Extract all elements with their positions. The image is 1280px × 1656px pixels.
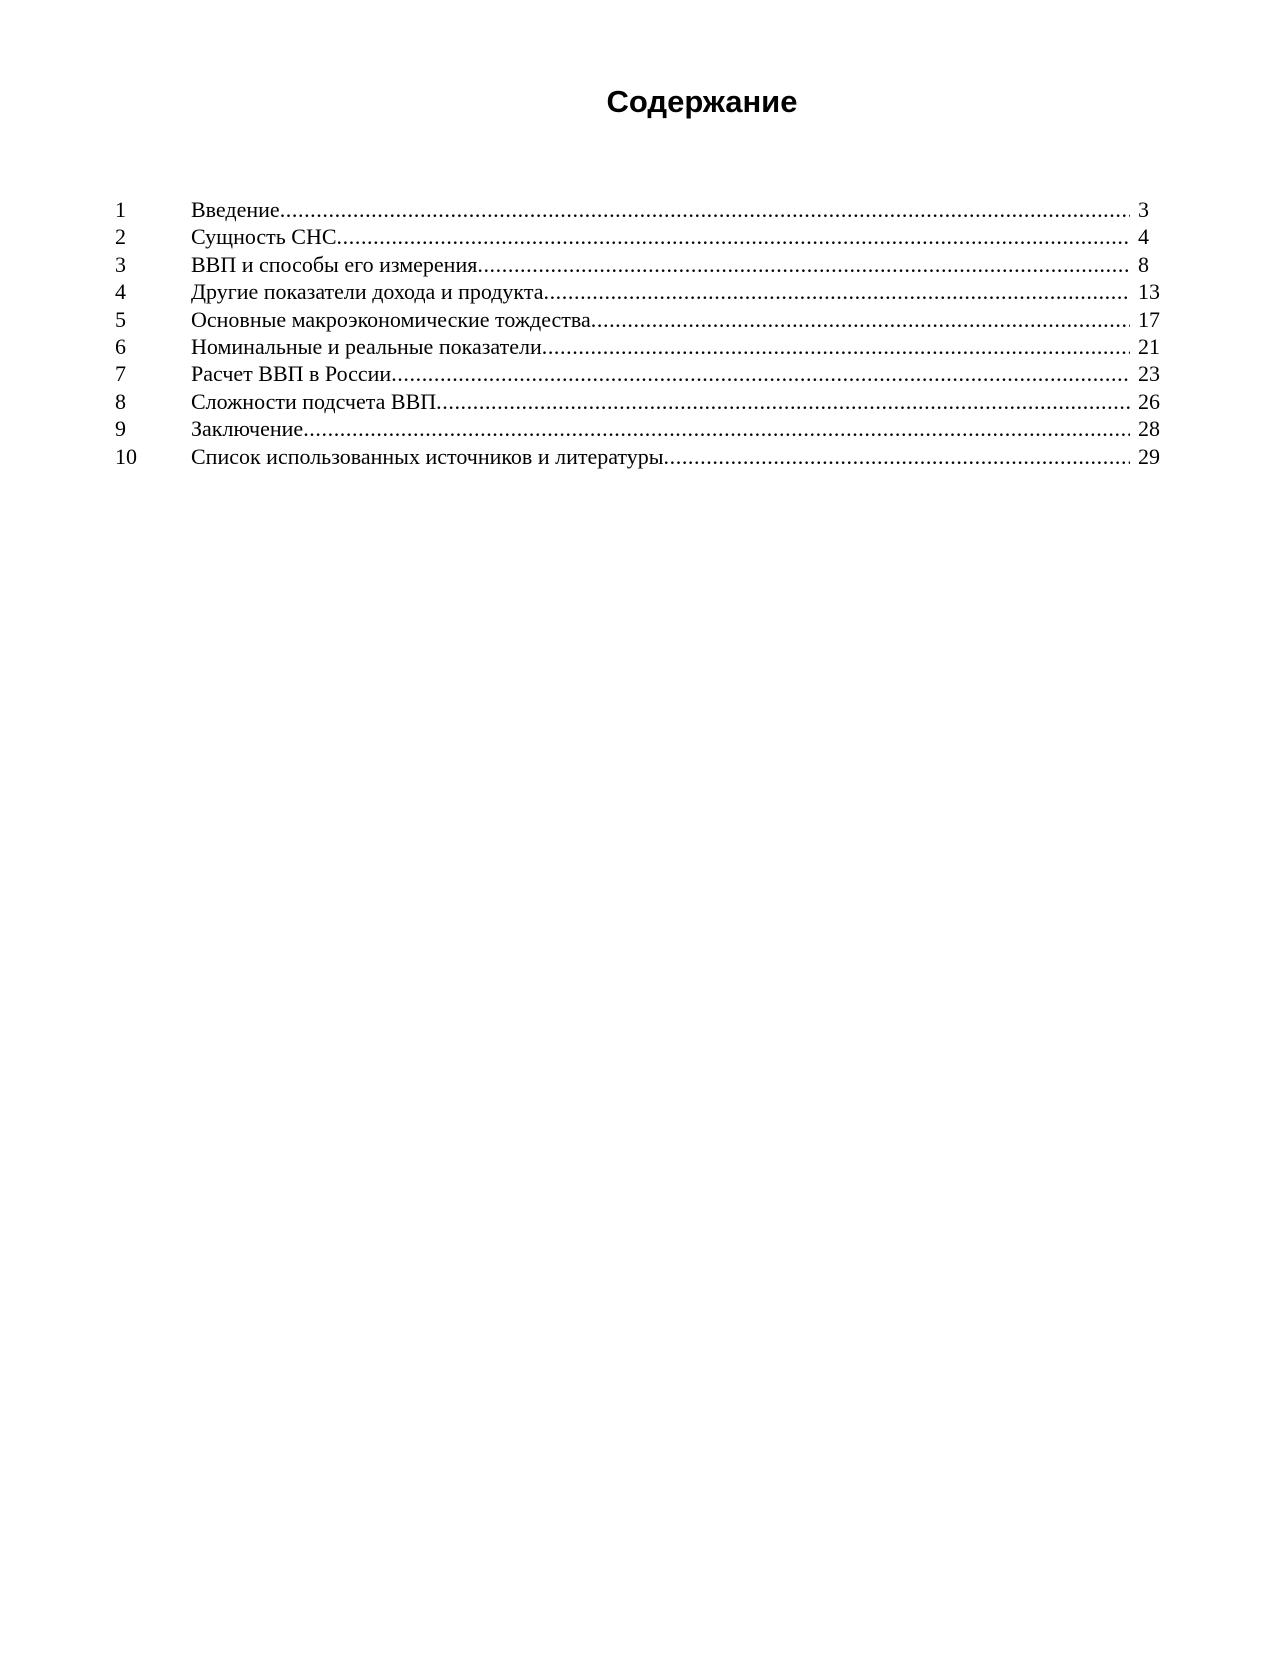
toc-dot-leader xyxy=(436,388,1130,415)
toc-entry-page: 23 xyxy=(1138,361,1160,387)
toc-dot-leader xyxy=(477,251,1130,278)
toc-dot-leader xyxy=(543,278,1130,305)
toc-entry-page: 26 xyxy=(1138,388,1160,414)
toc-dot-leader xyxy=(303,415,1130,442)
table-of-contents xyxy=(115,196,1170,470)
toc-entry[interactable] xyxy=(115,251,1170,278)
toc-entry-number: 1 xyxy=(115,197,126,222)
toc-entry-title: Расчет ВВП в России xyxy=(191,361,392,387)
toc-dot-leader xyxy=(542,333,1130,360)
toc-entry-number: 3 xyxy=(115,251,126,277)
toc-dot-leader xyxy=(664,443,1130,470)
toc-entry-number: 10 xyxy=(115,443,137,469)
toc-entry[interactable] xyxy=(115,196,1170,223)
toc-dot-leader xyxy=(391,360,1130,387)
toc-entry[interactable] xyxy=(115,306,1170,333)
toc-dot-leader xyxy=(280,196,1130,223)
toc-entry-number: 5 xyxy=(115,306,126,332)
toc-entry-title: Сложности подсчета ВВП xyxy=(191,388,437,414)
toc-entry-title: Номинальные и реальные показатели xyxy=(191,333,542,359)
toc-entry[interactable] xyxy=(115,360,1170,387)
toc-entry[interactable] xyxy=(115,388,1170,415)
toc-entry-title: Сущность СНС xyxy=(191,224,337,250)
toc-entry-page: 21 xyxy=(1138,333,1160,359)
toc-entry[interactable] xyxy=(115,443,1170,470)
toc-entry-number: 4 xyxy=(115,279,126,305)
toc-entry-page: 17 xyxy=(1138,306,1160,332)
toc-entry-number: 8 xyxy=(115,388,126,414)
toc-entry[interactable] xyxy=(115,415,1170,442)
toc-dot-leader xyxy=(591,306,1130,333)
toc-entry[interactable] xyxy=(115,333,1170,360)
toc-entry[interactable] xyxy=(115,223,1170,250)
toc-entry-page: 4 xyxy=(1138,224,1149,250)
toc-entry-page: 13 xyxy=(1138,279,1160,305)
toc-entry[interactable] xyxy=(115,278,1170,305)
toc-entry-title: Заключение xyxy=(191,416,304,442)
toc-entry-page: 29 xyxy=(1138,443,1160,469)
toc-entry-page: 8 xyxy=(1138,251,1149,277)
toc-entry-title: ВВП и способы его измерения xyxy=(191,251,478,277)
toc-dot-leader xyxy=(337,223,1130,250)
toc-entry-title: Другие показатели дохода и продукта xyxy=(191,279,544,305)
toc-entry-number: 2 xyxy=(115,224,126,250)
toc-entry-number: 6 xyxy=(115,333,126,359)
toc-entry-title: Список использованных источников и литературы xyxy=(191,443,664,469)
toc-entry-page: 3 xyxy=(1138,197,1149,222)
toc-entry-title: Введение xyxy=(191,197,280,222)
toc-entry-page: 28 xyxy=(1138,416,1160,442)
page-title: Содержание xyxy=(606,84,798,119)
toc-entry-number: 7 xyxy=(115,361,126,387)
toc-entry-number: 9 xyxy=(115,416,126,442)
toc-entry-title: Основные макроэкономические тождества xyxy=(191,306,591,332)
